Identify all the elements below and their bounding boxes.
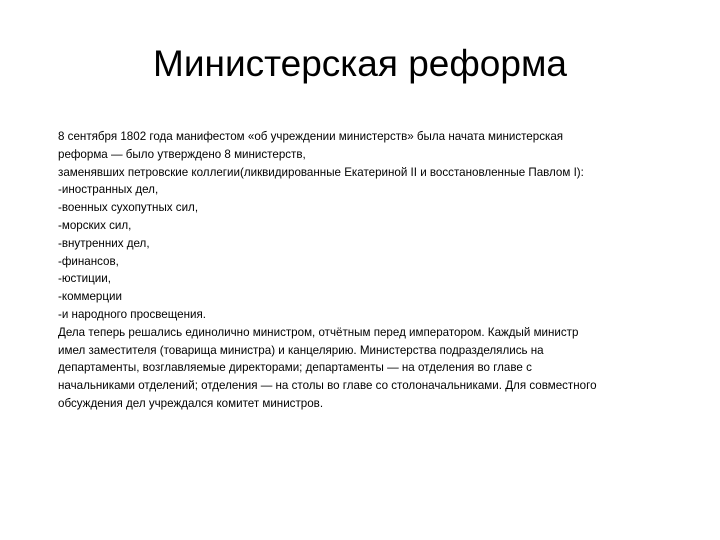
- slide-title: Министерская реформа: [153, 43, 567, 84]
- body-line: 8 сентября 1802 года манифестом «об учреждении министерств» была начата министерская: [58, 130, 564, 143]
- list-item-land-forces: -военных сухопутных сил,: [58, 201, 199, 215]
- body-line: начальниками отделений; отделения — на столы во главе со столоначальниками. Для совместного: [58, 379, 597, 393]
- list-item-naval-forces: -морских сил,: [58, 218, 132, 232]
- body-line: обсуждения дел учреждался комитет министров.: [58, 396, 324, 410]
- body-line: реформа — было утверждено 8 министерств,: [58, 147, 306, 161]
- body-line: Дела теперь решались единолично министром, отчётным перед императором. Каждый министр: [58, 325, 579, 339]
- list-item-education: -и народного просвещения.: [58, 307, 206, 321]
- list-item-foreign-affairs: -иностранных дел,: [58, 183, 159, 197]
- body-line: имел заместителя (товарища министра) и канцелярию. Министерства подразделялись на: [58, 343, 544, 357]
- slide-body: [58, 128, 688, 413]
- list-item-internal-affairs: -внутренних дел,: [58, 236, 150, 250]
- list-item-justice: -юстиции,: [58, 272, 111, 286]
- body-line: заменявших петровские коллегии(ликвидированные Екатериной II и восстановленные Павлом I):: [58, 165, 584, 179]
- list-item-commerce: -коммерции: [58, 290, 122, 304]
- body-line: департаменты, возглавляемые директорами; департаменты — на отделения во главе с: [58, 361, 532, 375]
- list-item-finance: -финансов,: [58, 254, 119, 268]
